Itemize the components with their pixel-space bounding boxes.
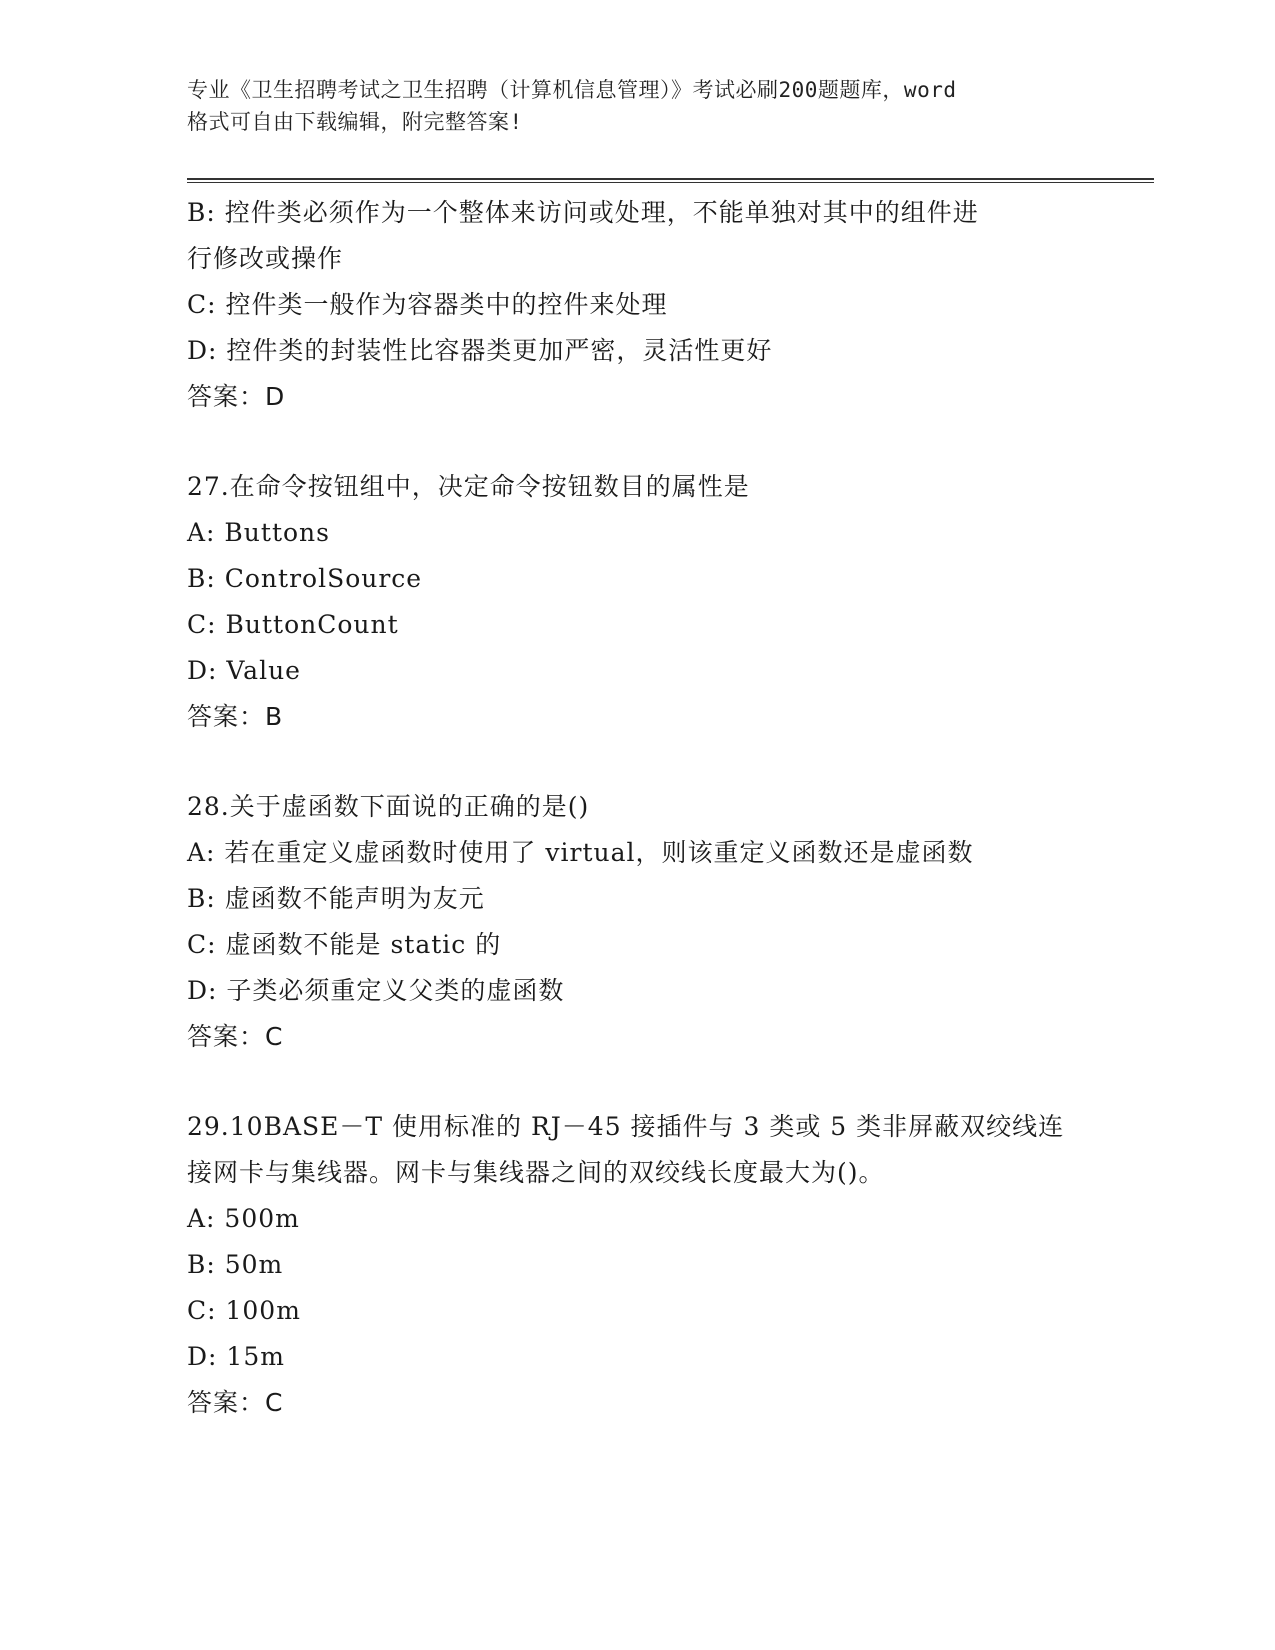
question-28	[187, 784, 1087, 1060]
option-c: C: 控件类一般作为容器类中的控件来处理	[187, 290, 668, 319]
option-b: B: 50m	[187, 1250, 284, 1279]
answer: 答案：D	[187, 382, 286, 411]
option-b: B: 控件类必须作为一个整体来访问或处理，不能单独对其中的组件进	[187, 198, 979, 227]
question-list	[187, 190, 1087, 1426]
question-text: 28.关于虚函数下面说的正确的是()	[187, 792, 590, 821]
question-29	[187, 1104, 1087, 1426]
option-c: C: 虚函数不能是 static 的	[187, 930, 502, 959]
question-27	[187, 464, 1087, 740]
spacer	[187, 740, 1087, 784]
option-a: A: 500m	[187, 1204, 300, 1233]
question-text: 27.在命令按钮组中，决定命令按钮数目的属性是	[187, 472, 750, 501]
option-c: C: ButtonCount	[187, 610, 399, 639]
question-26-continued	[187, 190, 1087, 420]
option-d: D: 控件类的封装性比容器类更加严密，灵活性更好	[187, 336, 773, 365]
question-text: 29.10BASE－T 使用标准的 RJ－45 接插件与 3 类或 5 类非屏蔽双绞线连	[187, 1112, 1065, 1141]
option-d: D: Value	[187, 656, 301, 685]
header-divider	[187, 178, 1154, 183]
option-a: A: 若在重定义虚函数时使用了 virtual，则该重定义函数还是虚函数	[187, 838, 974, 867]
option-d: D: 子类必须重定义父类的虚函数	[187, 976, 565, 1005]
question-text-continued: 接网卡与集线器。网卡与集线器之间的双绞线长度最大为()。	[187, 1158, 885, 1187]
spacer	[187, 1060, 1087, 1104]
option-d: D: 15m	[187, 1342, 285, 1371]
option-b: B: 虚函数不能声明为友元	[187, 884, 485, 913]
option-c: C: 100m	[187, 1296, 301, 1325]
answer: 答案：C	[187, 1022, 284, 1051]
answer: 答案：B	[187, 702, 284, 731]
header-line-2: 格式可自由下载编辑，附完整答案!	[187, 110, 523, 134]
option-a: A: Buttons	[187, 518, 330, 547]
header-line-1: 专业《卫生招聘考试之卫生招聘（计算机信息管理）》考试必刷200题题库，word	[187, 78, 957, 102]
page-header	[187, 74, 1087, 138]
spacer	[187, 420, 1087, 464]
option-b: B: ControlSource	[187, 564, 423, 593]
answer: 答案：C	[187, 1388, 284, 1417]
option-b-continued: 行修改或操作	[187, 244, 344, 273]
